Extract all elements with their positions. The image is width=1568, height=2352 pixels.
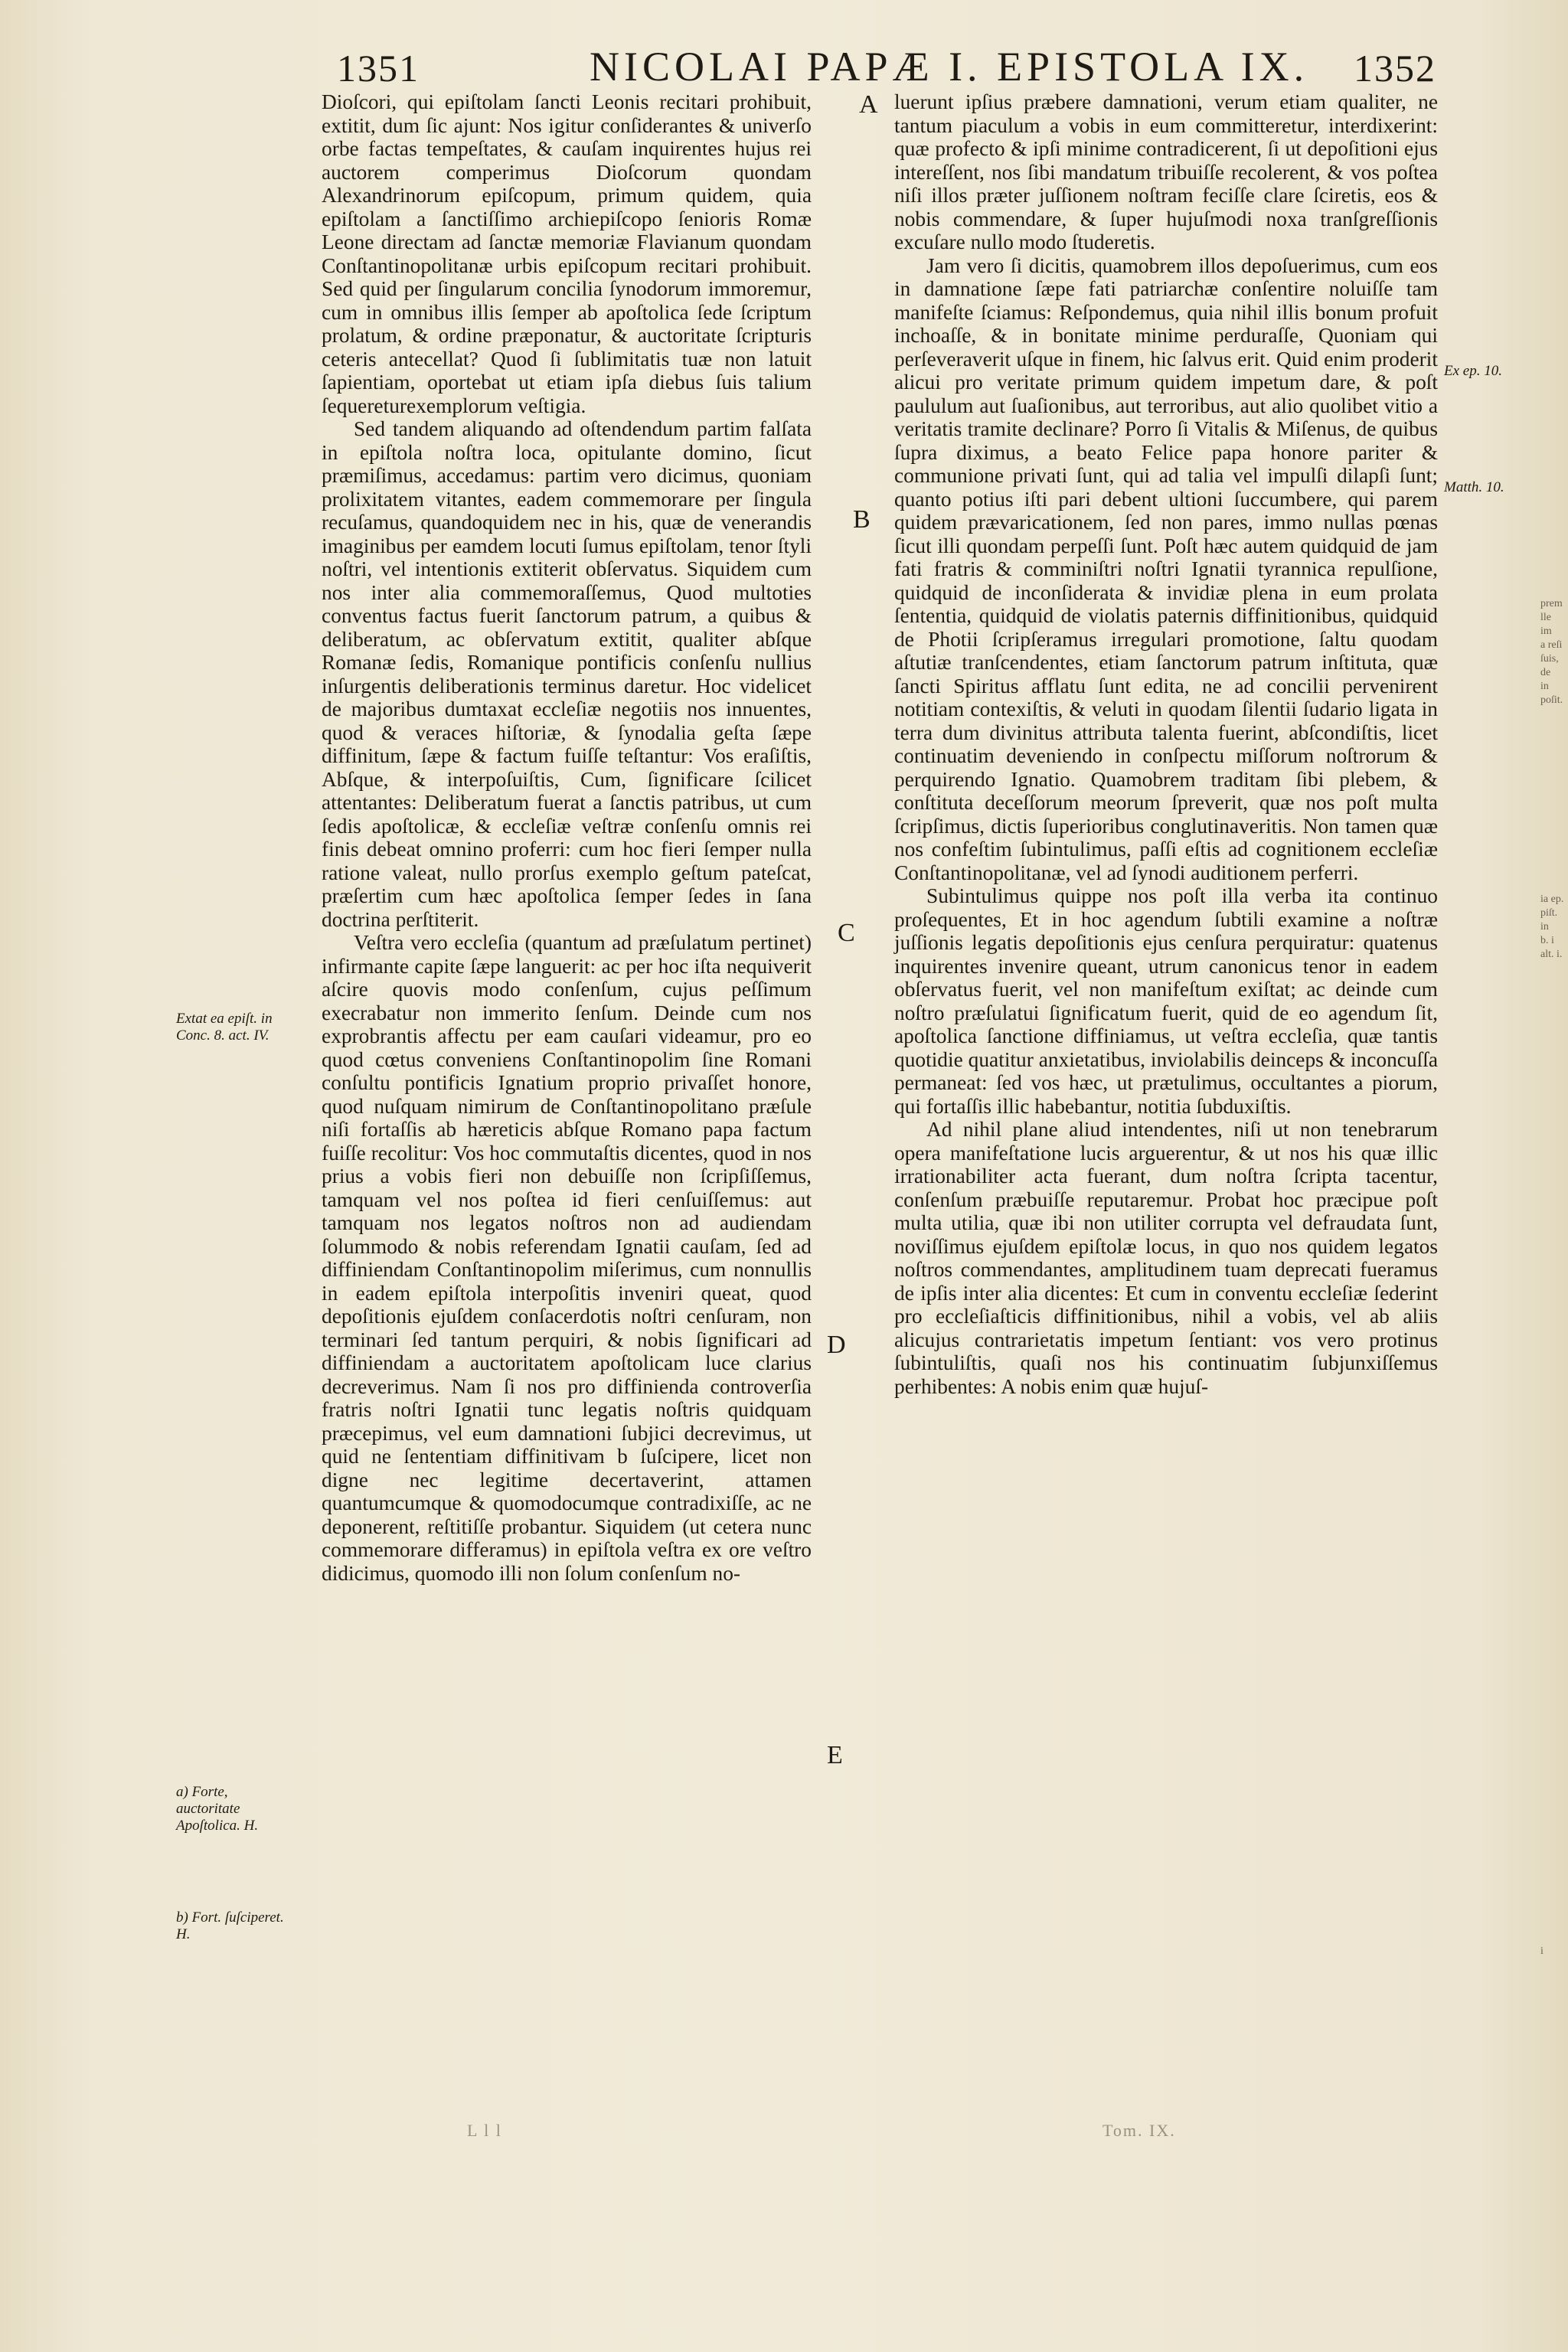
- right-paragraph-3: Subintulimus quippe nos poſt illa verba ita continuo proſequentes, Et in hoc agendum ſubtili examine a noſtræ juſſionis legatis depoſitionis ejus cenſura perquiratur: quatenus inquirentes invenire queant, utrum canonicus tenor in eadem obſervatus fuerit, vel non manifeſtum exiſtat; ac deinde cum noſtro præſulatui ſignificatum fuerit, quid de eo agendum ſit, apoſtolica ſanctione diffiniamus, ut veſtra eccleſia, quæ tantis quotidie quatitur anxietatibus, inviolabilis deinceps & inconcuſſa permaneat: ſed vos hæc, ut prætulimus, occultantes a piorum, qui fortaſſis illic habebantur, notitia ſubduxiſtis.: [894, 884, 1438, 1118]
- margin-note-a: a) Forte, auctoritate Apoſtolica. H.: [176, 1784, 259, 1834]
- edge-fragment-2: ia ep. piſt. in b. i alt. i.: [1540, 893, 1564, 960]
- page-number-left: 1351: [337, 47, 420, 90]
- left-paragraph-1: Dioſcori, qui epiſtolam ſancti Leonis recitari prohibuit, extitit, dum ſic ajunt: Nos igitur conſiderantes & univerſo orbe factas tempeſtates, & cauſam inquirentes hujus rei auctorem comperimus Dioſcorum quondam Alexandrinorum epiſcopum, primum quidem, quia epiſtolam a ſanctiſſimo archiepiſcopo ſenioris Romæ Leone directam ad ſanctæ memoriæ Flavianum quondam Conſtantinopolitanæ urbis epiſcopum recitari prohibuit. Sed quid per ſingularum concilia ſynodorum immoremur, cum in omnibus illis ſemper ab apoſtolica ſede ſcriptum prolatum, & ordine præponatur, & auctoritate ſcripturis ceteris antecellat? Quod ſi ſublimitatis tuæ non latuit ſapientiam, oportebat ut etiam ipſa diebus ſuis talium ſequereturexemplorum veſtigia.: [322, 90, 812, 417]
- margin-note-ep10: Ex ep. 10.: [1444, 363, 1502, 379]
- right-paragraph-2: Jam vero ſi dicitis, quamobrem illos depoſuerimus, cum eos in damnatione ſæpe fati patriarchæ conſentire noluiſſe tam manifeſte ſciamus: Reſpondemus, quia nihil illis bonum profuit inchoaſſe, & in bonitate minime perduraſſe, Quoniam qui perſeveraverit uſque in finem, hic ſalvus erit. Quid enim proderit alicui pro veritate primum quidem impetum dare, & poſt paululum aut ſuaſionibus, aut terroribus, aut alio quolibet vitio a veritatis tramite declinare? Porro ſi Vitalis & Miſenus, de quibus ſupra diximus, a beato Felice papa honore pariter & communione privati ſunt, qui ad talia vel impulſi dilapſi ſunt; quanto potius iſti pari debent ultioni ſuccumbere, qui parem quidem prævaricationem, ſed non pares, immo nullas pœnas ſicut illi quondam perpeſſi ſunt. Poſt hæc autem quidquid de jam fati fratris & comminiſtri noſtri Ignatii tyrannica repulſione, quidquid de inconſiderata & invidiæ plena in eum prolata ſententia, quidquid de violatis paternis diffinitionibus, quidquid de Photii ſcripſeramus irregulari promotione, ſaltu quodam aſtutiæ tranſcendentes, etiam ſanctorum patrum inſtituta, quæ ſancti Spiritus afflatu ſunt edita, ne ad concilii pervenirent notitiam contexiſtis, & veluti in quodam ſilentii ſudario ligata in terra dum divinitus attributa talenta fuerint, abſcondiſtis, licet continuatim deveniendo in conſpectu miſſorum noſtrorum & perquirendo Ignatio. Quamobrem traditam ſibi plebem, & conſtituta deceſſorum meorum ſpreverit, quæ nos poſt multa ſcripſimus, dictis ſuperioribus conglutinaveritis. Non tamen quæ nos confeſtim ſubintulimus, paſſi eſtis ad cognitionem eccleſiæ Conſtantinopolitanæ, vel ad ſynodi auditionem perferri.: [894, 253, 1438, 884]
- edge-fragment-1: prem lle im a reſi ſuis, de in poſit.: [1540, 598, 1563, 706]
- margin-note-b: b) Fort. ſuſciperet. H.: [176, 1909, 284, 1942]
- show-through-right: Tom. IX.: [1102, 2121, 1176, 2140]
- right-paragraph-1: luerunt ipſius præbere damnationi, verum etiam qualiter, ne tantum piaculum a vobis in eum committeretur, interdixerint: quæ profecto & ipſi minime contradicerent, ſi ut depoſitioni ejus intereſſent, nos ſibi mandatum tribuiſſe recolerent, & vos poſtea niſi illos præter juſſionem noſtram feciſſe clare ſciretis, eos & nobis commendare, & ſuper hujuſmodi noxa tranſgreſſionis excuſare nullo modo ſtuderetis.: [894, 90, 1438, 253]
- section-marker-a: A: [859, 90, 878, 119]
- right-paragraph-4: Ad nihil plane aliud intendentes, niſi ut non tenebrarum opera manifeſtatione lucis arguerentur, & ut nos his quæ illic irrationabiliter acta fuerant, dum noſtra ſcripta tacentur, conſenſum præbuiſſe reputaremur. Probat hoc præcipue poſt multa utilia, quæ ibi non utiliter corrupta vel defraudata ſunt, noviſſimus ejuſdem epiſtolæ locus, in quo nos quidem legatos noſtros commendantes, amplitudinem tuam deprecati fueramus de ipſis inter alia dicentes: Et cum in conventu eccleſiæ ſederint pro eccleſiaſticis diffinitionibus, nihil a vobis, vel ab aliis alicujus contrarietatis impetum ſentiant: vos vero protinus ſubintuliſtis, quaſi nos his continuatim ſubjunxiſſemus perhibentes: A nobis enim quæ hujuſ-: [894, 1118, 1438, 1398]
- left-text-column: [322, 90, 812, 1585]
- edge-fragment-3: i: [1540, 1945, 1544, 1957]
- left-paragraph-3: Veſtra vero eccleſia (quantum ad præſulatum pertinet) infirmante capite ſæpe languerit: ac per hoc iſta nequiverit aſcire quovis modo conſenſum, cujus peſſimum execrabatur non immerito ſenſum. Deinde cum nos exprobrantis affectu per eam cauſari videamur, pro eo quod cœtus conveniens Conſtantinopolim ſine Romani conſultu pontificis Ignatium proprio privaſſet honore, quod nuſquam nimirum de Conſtantinopolitano præſule niſi fortaſſis ab hæreticis abſque Romano papa factum fuiſſe recolitur: Vos hoc commutaſtis dicentes, quod in nos prius a vobis fieri non debuiſſe non ſcripſiſſemus, tamquam vel nos poſtea id fieri cenſuiſſemus: aut tamquam nos legatos noſtros non ad audiendam ſolummodo & nobis referendam Ignatii cauſam, ſed ad diffiniendam Conſtantinopolim miſerimus, cum nonnullis in eadem epiſtola interpoſitis inveniri queat, quod depoſitionis ejuſdem conſacerdotis noſtri cenſuram, non terminari ſed tantum perquiri, & nobis ſignificari ad diffiniendam a auctoritatem apoſtolicam luce clarius decreverimus. Nam ſi nos pro diffinienda controverſia fratris noſtri Ignatii tunc legatis noſtris quidquam præcepimus, vel eum damnationi ſubjici decrevimus, ut quid ne ſententiam diffinitivam b ſuſcipere, licet non digne nec legitime decertaverint, attamen quantumcumque & quomodocumque contradixiſſe, ac ne deponerent, reſtitiſſe probantur. Siquidem (ut cetera nunc commemorare differamus) in epiſtola veſtra ex ore veſtro didicimus, quomodo illi non ſolum conſenſum no-: [322, 931, 812, 1585]
- right-text-column: [894, 90, 1438, 1398]
- page-number-right: 1352: [1354, 47, 1436, 90]
- show-through-left: L l l: [467, 2121, 502, 2140]
- left-paragraph-2: Sed tandem aliquando ad oſtendendum partim falſata in epiſtola noſtra loca, opitulante domino, ſicut præmiſimus, accedamus: partim vero dicimus, quoniam prolixitatem vitantes, eadem commemorare per ſingula recuſamus, quandoquidem nec in his, quæ de venerandis imaginibus per eamdem locuti ſumus epiſtolam, tenor ſtyli noſtri, vel intentionis extiterit obſervatus. Siquidem cum nos inter alia commemoraſſemus, Quod multoties conventus factus fuerit ſanctorum patrum, a quibus & deliberatum, ac obſervatum extitit, qualiter abſque Romanæ ſedis, Romanique pontificis conſenſu nullius inſurgentis deliberationis terminus daretur. Hoc videlicet de majoribus dumtaxat eccleſiæ negotiis nos innuentes, quod & veraces hiſtoriæ, & ſynodalia geſta ſæpe diffinitum, ſæpe & factum fuiſſe teſtantur: Vos eraſiſtis, Abſque, & interpoſuiſtis, Cum, ſignificare ſcilicet attentantes: Deliberatum fuerat a ſanctis patribus, ut cum ſedis apoſtolicæ, & eccleſiæ veſtræ conſenſu omnis rei finis debeat omnino proferri: cum hoc fieri ſemper nulla ratione valeat, nullo prorſus exemplo geſtum pateſcat, præſertim cum hæc apoſtolica ſemper ſedes in ſana doctrina perſtiterit.: [322, 417, 812, 931]
- running-header: [0, 38, 1568, 92]
- running-title: NICOLAI PAPÆ I. EPISTOLA IX.: [590, 44, 1309, 90]
- section-marker-c: C: [838, 919, 855, 947]
- margin-note-source: Extat ea epiſt. in Conc. 8. act. IV.: [176, 1011, 273, 1044]
- section-marker-e: E: [827, 1741, 843, 1769]
- section-marker-d: D: [827, 1331, 846, 1359]
- margin-note-matthew: Matth. 10.: [1444, 479, 1504, 495]
- section-marker-b: B: [853, 505, 871, 534]
